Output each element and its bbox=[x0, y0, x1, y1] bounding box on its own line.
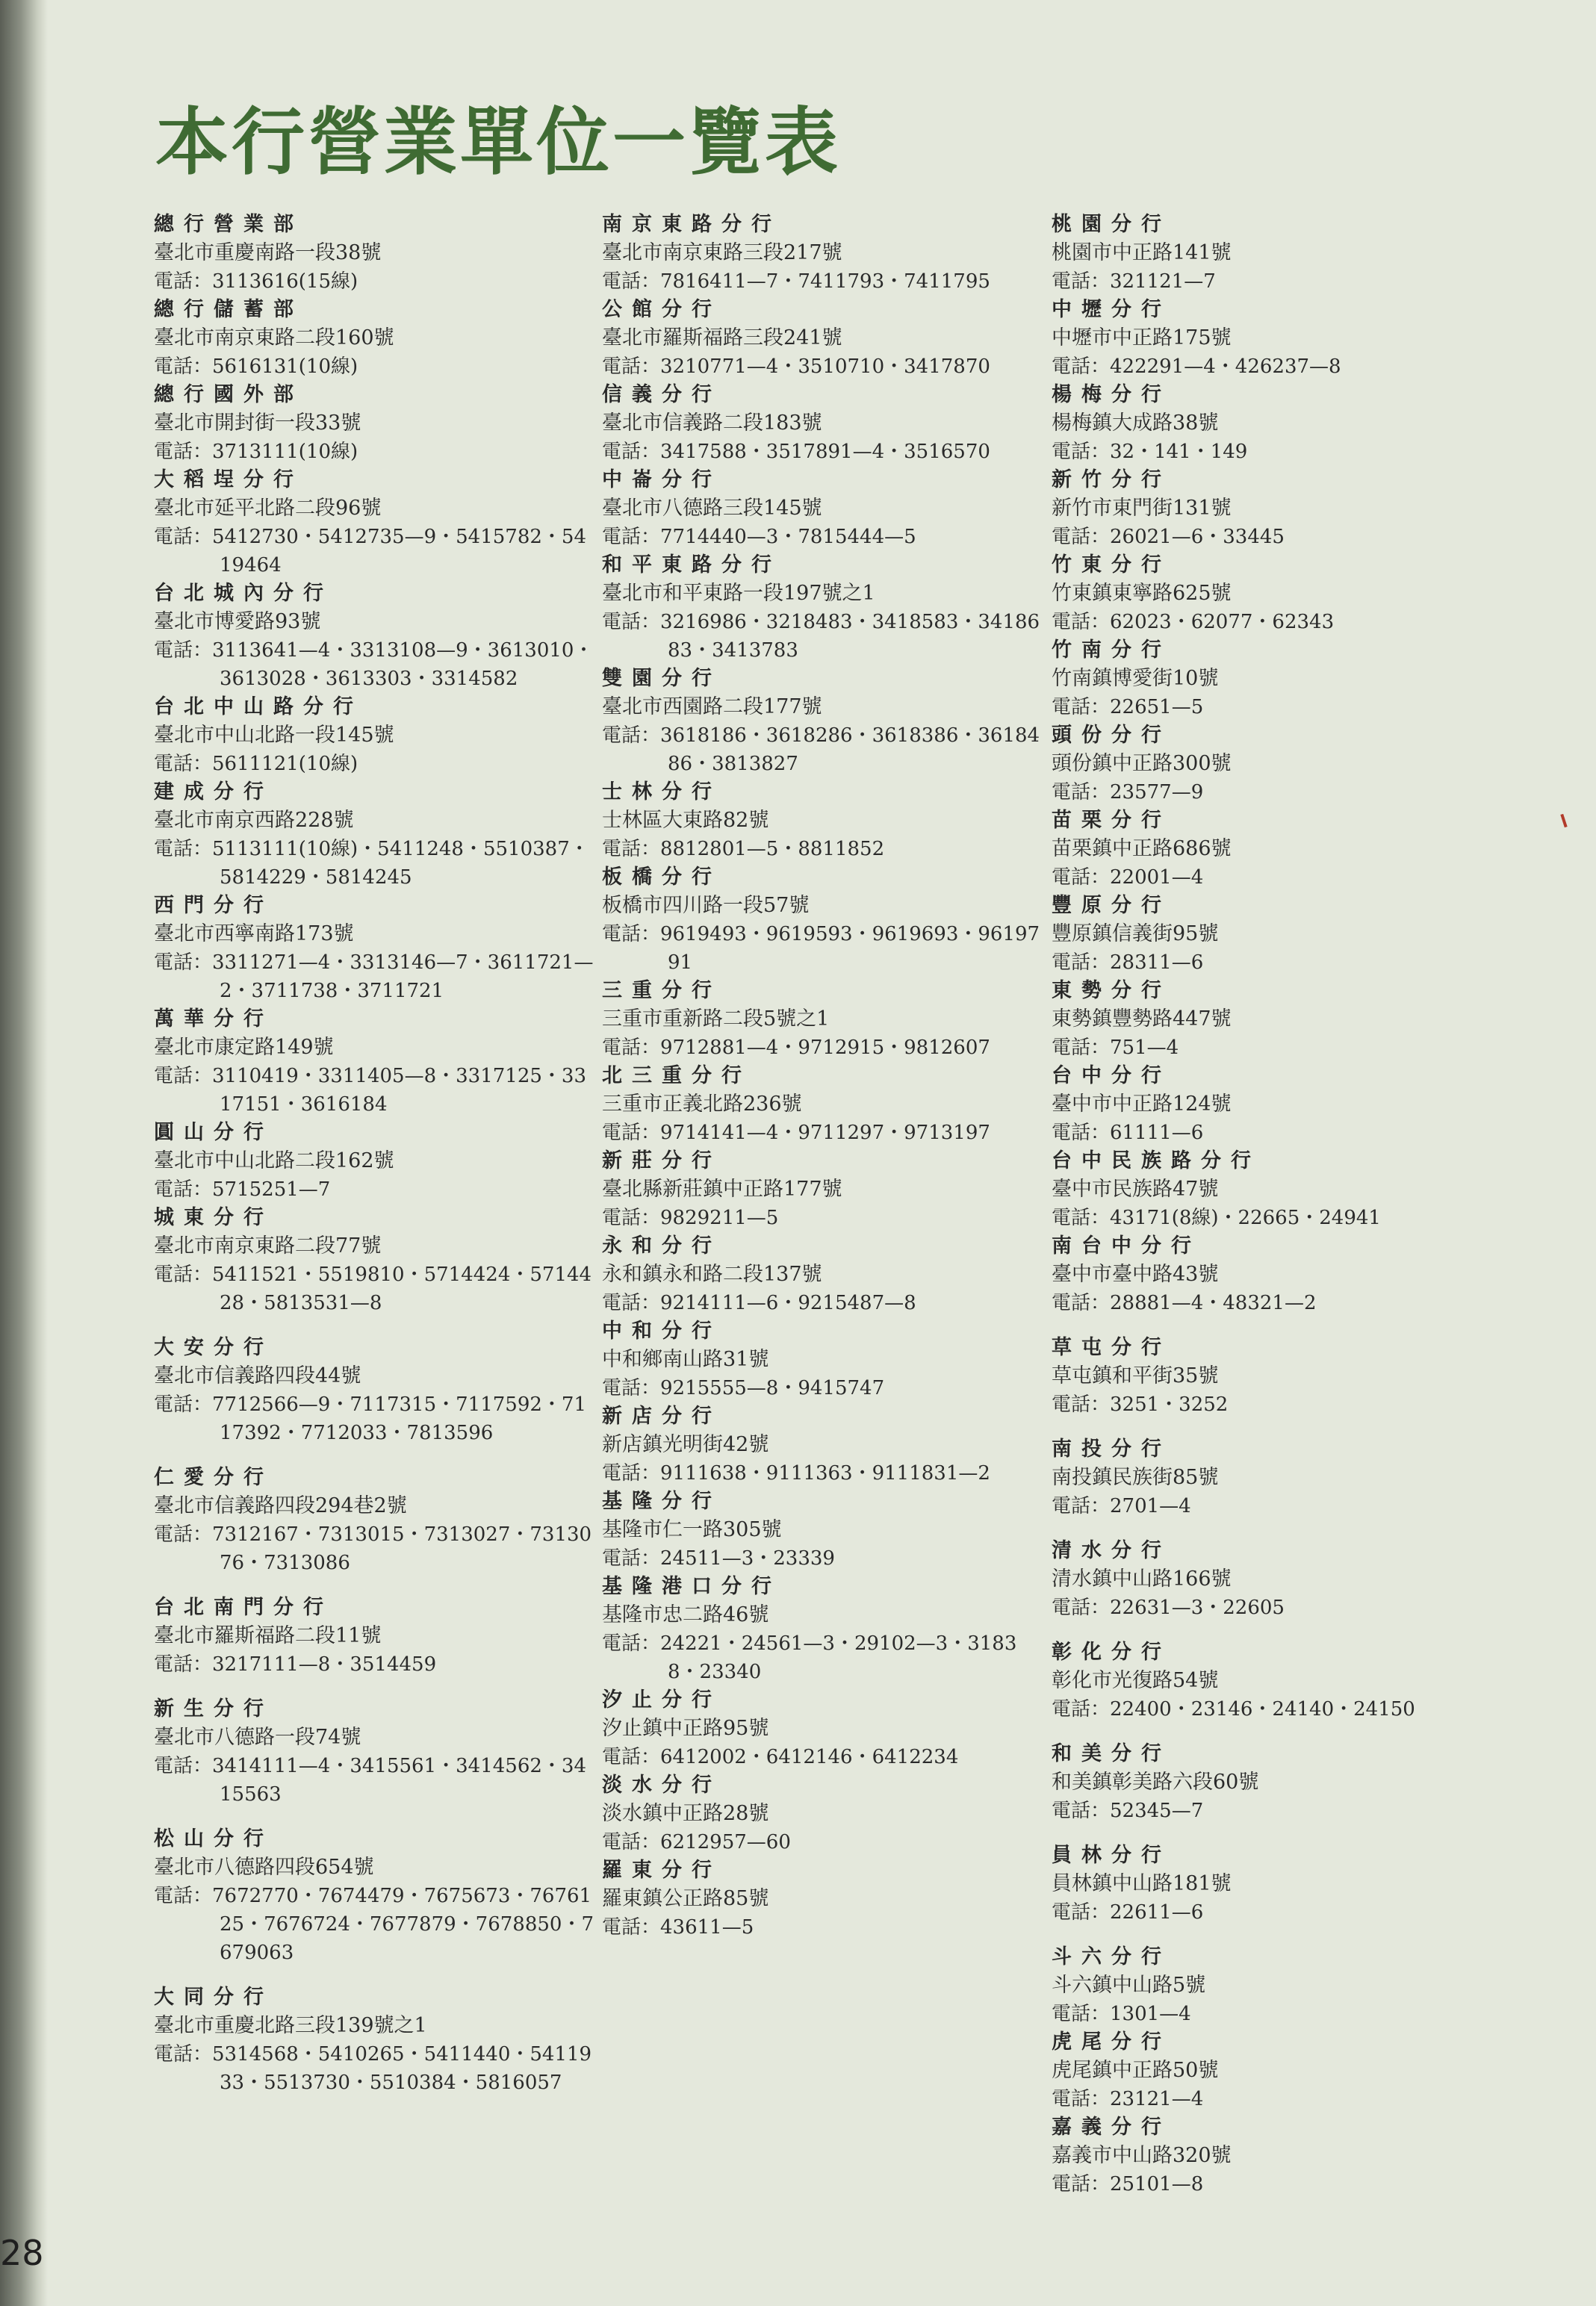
branch-address: 基隆市忠二路46號 bbox=[602, 1603, 769, 1626]
branch-name: 虎尾分行 bbox=[1052, 2030, 1171, 2054]
branch-entry bbox=[1052, 636, 1492, 721]
branch-name: 新竹分行 bbox=[1052, 468, 1171, 491]
branch-address: 臺北市南京東路二段77號 bbox=[154, 1234, 382, 1258]
branch-name: 桃園分行 bbox=[1052, 213, 1171, 236]
branch-phone: 電話：9714141—4・9711297・9713197 bbox=[602, 1122, 990, 1144]
branch-entry bbox=[602, 1062, 1043, 1147]
branch-phone: 電話：25101—8 bbox=[1052, 2173, 1204, 2195]
branch-address: 嘉義市中山路320號 bbox=[1052, 2144, 1232, 2167]
branch-entry bbox=[602, 1317, 1043, 1402]
branch-address: 羅東鎮公正路85號 bbox=[602, 1887, 769, 1910]
book-spine-shadow bbox=[0, 0, 48, 2306]
branch-name: 萬華分行 bbox=[154, 1007, 273, 1031]
branch-entry bbox=[1052, 1147, 1492, 1232]
branch-entry bbox=[154, 778, 594, 892]
branch-address: 士林區大東路82號 bbox=[602, 809, 769, 832]
branch-phone: 電話：1301—4 bbox=[1052, 2003, 1191, 2025]
branch-name: 仁愛分行 bbox=[154, 1466, 273, 1489]
branch-entry bbox=[602, 551, 1043, 665]
branch-name: 雙園分行 bbox=[602, 667, 721, 690]
branch-address: 員林鎮中山路181號 bbox=[1052, 1872, 1232, 1895]
branch-phone: 電話：52345—7 bbox=[1052, 1800, 1204, 1822]
branch-entry bbox=[154, 579, 594, 693]
branch-name: 台北南門分行 bbox=[154, 1596, 333, 1619]
branch-entry bbox=[1052, 721, 1492, 807]
branch-phone: 電話：22611—6 bbox=[1052, 1901, 1204, 1924]
branch-name: 建成分行 bbox=[154, 780, 273, 804]
branch-phone: 電話：3110419・3311405—8・3317125・3317151・3616184 bbox=[154, 1065, 587, 1116]
branch-column-3 bbox=[1052, 211, 1492, 2198]
branch-name: 中崙分行 bbox=[602, 468, 721, 491]
branch-phone: 電話：5314568・5410265・5411440・5411933・5513730・5510384・5816057 bbox=[154, 2043, 592, 2094]
branch-address: 草屯鎮和平街35號 bbox=[1052, 1364, 1219, 1387]
branch-entry bbox=[154, 466, 594, 579]
branch-phone: 電話：8812801—5・8811852 bbox=[602, 838, 885, 860]
branch-entry bbox=[602, 1402, 1043, 1488]
branch-phone: 電話：26021—6・33445 bbox=[1052, 526, 1285, 548]
branch-entry bbox=[1052, 1334, 1492, 1419]
branch-entry bbox=[154, 1005, 594, 1119]
branch-phone: 電話：22631—3・22605 bbox=[1052, 1597, 1285, 1619]
branch-address: 臺北市信義路四段44號 bbox=[154, 1364, 361, 1387]
branch-phone: 電話：5113111(10線)・5411248・5510387・5814229・5814245 bbox=[154, 838, 589, 889]
branch-phone: 電話：22400・23146・24140・24150 bbox=[1052, 1698, 1415, 1721]
branch-name: 台中分行 bbox=[1052, 1064, 1171, 1087]
branch-name: 三重分行 bbox=[602, 979, 721, 1002]
branch-entry bbox=[602, 977, 1043, 1062]
branch-phone: 電話：7816411—7・7411793・7411795 bbox=[602, 270, 990, 293]
branch-address: 斗六鎮中山路5號 bbox=[1052, 1974, 1206, 1997]
branch-name: 南京東路分行 bbox=[602, 213, 781, 236]
branch-name: 東勢分行 bbox=[1052, 979, 1171, 1002]
branch-name: 草屯分行 bbox=[1052, 1336, 1171, 1359]
branch-name: 南投分行 bbox=[1052, 1438, 1171, 1461]
branch-entry bbox=[154, 1594, 594, 1679]
branch-phone: 電話：3216986・3218483・3418583・3418683・3413783 bbox=[602, 611, 1040, 662]
branch-entry bbox=[1052, 551, 1492, 636]
branch-address: 臺北市信義路四段294巷2號 bbox=[154, 1494, 407, 1517]
branch-name: 中和分行 bbox=[602, 1320, 721, 1343]
branch-phone: 電話：7712566—9・7117315・7117592・7117392・7712033・7813596 bbox=[154, 1393, 587, 1444]
branch-address: 汐止鎮中正路95號 bbox=[602, 1717, 769, 1740]
branch-address: 臺中市臺中路43號 bbox=[1052, 1263, 1219, 1286]
branch-name: 總行營業部 bbox=[154, 213, 303, 236]
branch-name: 公館分行 bbox=[602, 298, 721, 321]
branch-name: 士林分行 bbox=[602, 780, 721, 804]
branch-name: 圓山分行 bbox=[154, 1121, 273, 1144]
branch-name: 新店分行 bbox=[602, 1405, 721, 1428]
branch-phone: 電話：7672770・7674479・7675673・7676125・7676724・7677879・7678850・7679063 bbox=[154, 1885, 594, 1964]
branch-name: 總行儲蓄部 bbox=[154, 298, 303, 321]
branch-entry bbox=[602, 863, 1043, 977]
branch-phone: 電話：9619493・9619593・9619693・9619791 bbox=[602, 923, 1040, 974]
branch-name: 基隆港口分行 bbox=[602, 1575, 781, 1598]
branch-name: 台中民族路分行 bbox=[1052, 1149, 1261, 1172]
branch-phone: 電話：28311—6 bbox=[1052, 951, 1204, 974]
branch-name: 員林分行 bbox=[1052, 1844, 1171, 1867]
branch-address: 基隆市仁一路305號 bbox=[602, 1518, 782, 1541]
branch-address: 臺北市康定路149號 bbox=[154, 1036, 334, 1059]
branch-name: 永和分行 bbox=[602, 1234, 721, 1258]
branch-address: 臺北市中山北路一段145號 bbox=[154, 724, 394, 747]
branch-address: 苗栗鎮中正路686號 bbox=[1052, 837, 1232, 860]
branch-name: 苗栗分行 bbox=[1052, 809, 1171, 832]
branch-entry bbox=[602, 1686, 1043, 1771]
branch-entry bbox=[1052, 211, 1492, 296]
branch-column-2 bbox=[602, 211, 1043, 1942]
branch-phone: 電話：9215555—8・9415747 bbox=[602, 1377, 885, 1399]
branch-entry bbox=[154, 211, 594, 296]
branch-phone: 電話：5715251—7 bbox=[154, 1178, 331, 1201]
branch-phone: 電話：3417588・3517891—4・3516570 bbox=[602, 441, 990, 463]
branch-name: 北三重分行 bbox=[602, 1064, 751, 1087]
branch-name: 台北中山路分行 bbox=[154, 695, 363, 718]
branch-name: 台北城內分行 bbox=[154, 582, 333, 605]
branch-phone: 電話：24511—3・23339 bbox=[602, 1547, 835, 1570]
branch-address: 臺北市八德路四段654號 bbox=[154, 1856, 374, 1879]
branch-name: 中壢分行 bbox=[1052, 298, 1171, 321]
branch-name: 新莊分行 bbox=[602, 1149, 721, 1172]
branch-entry bbox=[602, 1232, 1043, 1317]
branch-name: 板橋分行 bbox=[602, 865, 721, 889]
branch-address: 臺中市中正路124號 bbox=[1052, 1093, 1232, 1116]
branch-phone: 電話：43611—5 bbox=[602, 1916, 754, 1939]
branch-address: 臺北市南京西路228號 bbox=[154, 809, 354, 832]
branch-entry bbox=[154, 296, 594, 381]
branch-address: 臺北市和平東路一段197號之1 bbox=[602, 582, 875, 605]
branch-name: 和平東路分行 bbox=[602, 553, 781, 576]
branch-entry bbox=[602, 211, 1043, 296]
branch-name: 信義分行 bbox=[602, 383, 721, 406]
branch-entry bbox=[154, 892, 594, 1005]
branch-address: 桃園市中正路141號 bbox=[1052, 241, 1232, 264]
branch-entry bbox=[1052, 977, 1492, 1062]
branch-entry bbox=[1052, 1740, 1492, 1825]
branch-address: 臺北市西寧南路173號 bbox=[154, 922, 354, 945]
branch-entry bbox=[154, 693, 594, 778]
branch-address: 頭份鎮中正路300號 bbox=[1052, 752, 1232, 775]
branch-entry bbox=[602, 665, 1043, 778]
branch-entry bbox=[602, 381, 1043, 466]
branch-entry bbox=[1052, 296, 1492, 381]
branch-phone: 電話：751—4 bbox=[1052, 1037, 1179, 1059]
branch-phone: 電話：23577—9 bbox=[1052, 781, 1204, 804]
branch-address: 淡水鎮中正路28號 bbox=[602, 1802, 769, 1825]
branch-address: 臺北市八德路一段74號 bbox=[154, 1726, 361, 1749]
branch-entry bbox=[1052, 1537, 1492, 1622]
branch-name: 西門分行 bbox=[154, 894, 273, 917]
branch-phone: 電話：9111638・9111363・9111831—2 bbox=[602, 1462, 990, 1485]
branch-entry bbox=[1052, 466, 1492, 551]
branch-entry bbox=[1052, 1062, 1492, 1147]
branch-phone: 電話：321121—7 bbox=[1052, 270, 1216, 293]
branch-entry bbox=[1052, 1435, 1492, 1520]
branch-phone: 電話：3618186・3618286・3618386・3618486・3813827 bbox=[602, 724, 1040, 775]
page-number: 28 bbox=[0, 2233, 44, 2273]
branch-entry bbox=[602, 1573, 1043, 1686]
branch-phone: 電話：24221・24561—3・29102—3・31838・23340 bbox=[602, 1632, 1017, 1683]
branch-phone: 電話：22651—5 bbox=[1052, 696, 1204, 718]
branch-address: 和美鎮彰美路六段60號 bbox=[1052, 1771, 1259, 1794]
branch-entry bbox=[602, 1771, 1043, 1856]
branch-entry bbox=[602, 1488, 1043, 1573]
branch-name: 楊梅分行 bbox=[1052, 383, 1171, 406]
branch-phone: 電話：23121—4 bbox=[1052, 2088, 1204, 2110]
branch-phone: 電話：9712881—4・9712915・9812607 bbox=[602, 1037, 990, 1059]
branch-phone: 電話：5611121(10線) bbox=[154, 753, 358, 775]
branch-phone: 電話：32・141・149 bbox=[1052, 441, 1248, 463]
branch-address: 虎尾鎮中正路50號 bbox=[1052, 2059, 1219, 2082]
branch-address: 中和鄉南山路31號 bbox=[602, 1348, 769, 1371]
branch-entry bbox=[1052, 1638, 1492, 1724]
branch-name: 豐原分行 bbox=[1052, 894, 1171, 917]
branch-phone: 電話：9214111—6・9215487—8 bbox=[602, 1292, 916, 1314]
branch-entry bbox=[1052, 892, 1492, 977]
branch-address: 臺北市信義路二段183號 bbox=[602, 411, 822, 435]
branch-phone: 電話：28881—4・48321—2 bbox=[1052, 1292, 1317, 1314]
branch-name: 大同分行 bbox=[154, 1986, 273, 2009]
branch-address: 新店鎮光明街42號 bbox=[602, 1433, 769, 1456]
branch-address: 臺北縣新莊鎮中正路177號 bbox=[602, 1178, 842, 1201]
branch-address: 永和鎮永和路二段137號 bbox=[602, 1263, 822, 1286]
branch-column-1 bbox=[154, 211, 594, 2097]
branch-address: 臺北市羅斯福路三段241號 bbox=[602, 326, 842, 349]
branch-name: 松山分行 bbox=[154, 1827, 273, 1850]
branch-name: 嘉義分行 bbox=[1052, 2116, 1171, 2139]
branch-phone: 電話：3113616(15線) bbox=[154, 270, 358, 293]
branch-address: 臺北市南京東路二段160號 bbox=[154, 326, 394, 349]
branch-phone: 電話：2701—4 bbox=[1052, 1495, 1191, 1517]
branch-name: 羅東分行 bbox=[602, 1859, 721, 1882]
branch-phone: 電話：3210771—4・3510710・3417870 bbox=[602, 355, 990, 378]
branch-phone: 電話：3113641—4・3313108—9・3613010・3613028・3613303・3314582 bbox=[154, 639, 594, 690]
branch-phone: 電話：7312167・7313015・7313027・7313076・7313086 bbox=[154, 1523, 592, 1574]
branch-phone: 電話：3217111—8・3514459 bbox=[154, 1653, 437, 1676]
branch-address: 臺北市開封街一段33號 bbox=[154, 411, 361, 435]
branch-entry bbox=[602, 296, 1043, 381]
branch-address: 臺北市南京東路三段217號 bbox=[602, 241, 842, 264]
branch-phone: 電話：62023・62077・62343 bbox=[1052, 611, 1335, 633]
branch-entry bbox=[154, 381, 594, 466]
branch-phone: 電話：9829211—5 bbox=[602, 1207, 779, 1229]
branch-name: 總行國外部 bbox=[154, 383, 303, 406]
branch-address: 東勢鎮豐勢路447號 bbox=[1052, 1007, 1232, 1031]
branch-address: 臺北市八德路三段145號 bbox=[602, 497, 822, 520]
branch-address: 三重市重新路二段5號之1 bbox=[602, 1007, 830, 1031]
branch-address: 臺北市博愛路93號 bbox=[154, 610, 321, 633]
branch-entry bbox=[602, 1856, 1043, 1942]
page-title: 本行營業單位一覽表 bbox=[155, 100, 842, 185]
branch-entry bbox=[154, 1334, 594, 1447]
branch-entry bbox=[154, 1983, 594, 2097]
branch-name: 清水分行 bbox=[1052, 1539, 1171, 1562]
branch-phone: 電話：3251・3252 bbox=[1052, 1393, 1229, 1416]
branch-name: 汐止分行 bbox=[602, 1688, 721, 1712]
branch-phone: 電話：61111—6 bbox=[1052, 1122, 1204, 1144]
branch-address: 臺北市中山北路二段162號 bbox=[154, 1149, 394, 1172]
branch-entry bbox=[1052, 1943, 1492, 2028]
branch-address: 新竹市東門街131號 bbox=[1052, 497, 1232, 520]
branch-name: 彰化分行 bbox=[1052, 1641, 1171, 1664]
branch-phone: 電話：6412002・6412146・6412234 bbox=[602, 1746, 959, 1768]
branch-name: 斗六分行 bbox=[1052, 1945, 1171, 1968]
branch-entry bbox=[1052, 2113, 1492, 2198]
branch-name: 大安分行 bbox=[154, 1336, 273, 1359]
branch-address: 板橋市四川路一段57號 bbox=[602, 894, 810, 917]
branch-phone: 電話：422291—4・426237—8 bbox=[1052, 355, 1341, 378]
branch-name: 大稻埕分行 bbox=[154, 468, 303, 491]
branch-address: 豐原鎮信義街95號 bbox=[1052, 922, 1219, 945]
branch-phone: 電話：6212957—60 bbox=[602, 1831, 791, 1853]
branch-address: 臺北市重慶南路一段38號 bbox=[154, 241, 382, 264]
branch-entry bbox=[1052, 1232, 1492, 1317]
branch-address: 清水鎮中山路166號 bbox=[1052, 1567, 1232, 1591]
branch-address: 臺北市延平北路二段96號 bbox=[154, 497, 382, 520]
branch-address: 臺北市西園路二段177號 bbox=[602, 695, 822, 718]
branch-name: 南台中分行 bbox=[1052, 1234, 1201, 1258]
branch-entry bbox=[1052, 2028, 1492, 2113]
branch-address: 中壢市中正路175號 bbox=[1052, 326, 1232, 349]
branch-address: 竹南鎮博愛街10號 bbox=[1052, 667, 1219, 690]
branch-phone: 電話：3311271—4・3313146—7・3611721—2・3711738・3711721 bbox=[154, 951, 594, 1002]
branch-address: 臺北市重慶北路三段139號之1 bbox=[154, 2014, 427, 2037]
branch-entry bbox=[1052, 381, 1492, 466]
branch-name: 淡水分行 bbox=[602, 1774, 721, 1797]
branch-entry bbox=[1052, 807, 1492, 892]
branch-entry bbox=[1052, 1842, 1492, 1927]
branch-entry bbox=[154, 1204, 594, 1317]
branch-entry bbox=[154, 1119, 594, 1204]
branch-phone: 電話：5411521・5519810・5714424・5714428・5813531—8 bbox=[154, 1264, 592, 1314]
branch-name: 竹南分行 bbox=[1052, 638, 1171, 662]
ink-mark bbox=[1560, 814, 1567, 827]
branch-address: 楊梅鎮大成路38號 bbox=[1052, 411, 1219, 435]
branch-name: 基隆分行 bbox=[602, 1490, 721, 1513]
branch-phone: 電話：43171(8線)・22665・24941 bbox=[1052, 1207, 1381, 1229]
branch-entry bbox=[154, 1695, 594, 1809]
branch-name: 竹東分行 bbox=[1052, 553, 1171, 576]
branch-entry bbox=[154, 1464, 594, 1577]
branch-phone: 電話：3414111—4・3415561・3414562・3415563 bbox=[154, 1755, 587, 1806]
branch-address: 南投鎮民族街85號 bbox=[1052, 1466, 1219, 1489]
branch-address: 竹東鎮東寧路625號 bbox=[1052, 582, 1232, 605]
branch-phone: 電話：7714440—3・7815444—5 bbox=[602, 526, 916, 548]
branch-phone: 電話：22001—4 bbox=[1052, 866, 1204, 889]
branch-entry bbox=[602, 778, 1043, 863]
branch-phone: 電話：3713111(10線) bbox=[154, 441, 358, 463]
branch-phone: 電話：5616131(10線) bbox=[154, 355, 358, 378]
branch-entry bbox=[154, 1825, 594, 1967]
branch-name: 頭份分行 bbox=[1052, 724, 1171, 747]
branch-phone: 電話：5412730・5412735—9・5415782・5419464 bbox=[154, 526, 587, 576]
branch-name: 城東分行 bbox=[154, 1206, 273, 1229]
branch-name: 和美分行 bbox=[1052, 1742, 1171, 1765]
branch-name: 新生分行 bbox=[154, 1697, 273, 1721]
branch-address: 三重市正義北路236號 bbox=[602, 1093, 802, 1116]
branch-entry bbox=[602, 1147, 1043, 1232]
branch-address: 臺中市民族路47號 bbox=[1052, 1178, 1219, 1201]
branch-entry bbox=[602, 466, 1043, 551]
branch-address: 彰化市光復路54號 bbox=[1052, 1669, 1219, 1692]
branch-address: 臺北市羅斯福路二段11號 bbox=[154, 1624, 382, 1647]
